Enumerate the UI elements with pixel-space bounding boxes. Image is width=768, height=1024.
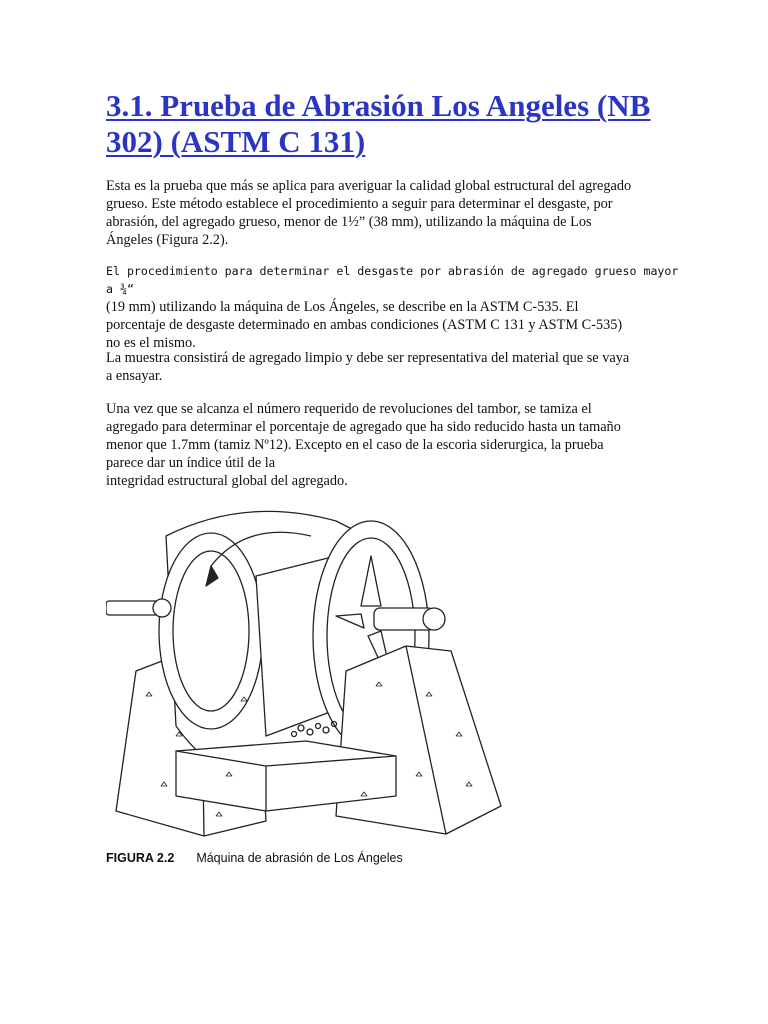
drum-left-end	[159, 533, 263, 729]
paragraph-1	[106, 177, 686, 249]
p3-line: a ensayar.	[106, 368, 163, 384]
paragraph-3	[106, 349, 686, 385]
figure-label: FIGURA 2.2	[106, 851, 175, 865]
right-support	[336, 646, 501, 834]
p2-line: (19 mm) utilizando la máquina de Los Ángeles, se describe en la ASTM C-535. El	[106, 299, 579, 315]
p3-line: La muestra consistirá de agregado limpio y debe ser representativa del material que se vaya	[106, 350, 630, 366]
p4-line: menor que 1.7mm (tamiz Nº12). Excepto en el caso de la escoria siderurgica, la prueba	[106, 437, 604, 453]
left-hub	[153, 599, 171, 617]
p1-line: Esta es la prueba que más se aplica para averiguar la calidad global estructural del agregado	[106, 178, 632, 194]
p2-line: El procedimiento para determinar el desgaste por abrasión de agregado grueso mayor a ¾“	[106, 264, 679, 296]
section-heading[interactable]	[106, 88, 686, 160]
heading-line-1: 3.1. Prueba de Abrasión Los Angeles (NB	[106, 88, 651, 123]
p1-line: abrasión, del agregado grueso, menor de 1½” (38 mm), utilizando la máquina de Los	[106, 214, 592, 230]
p4-line: Una vez que se alcanza el número requerido de revoluciones del tambor, se tamiza el	[106, 401, 592, 417]
p4-line: integridad estructural global del agregado.	[106, 473, 348, 489]
p1-line: grueso. Este método establece el procedimiento a seguir para determinar el desgaste, por	[106, 196, 613, 212]
los-angeles-machine-illustration	[106, 496, 546, 840]
paragraph-4	[106, 400, 686, 490]
p1-line: Ángeles (Figura 2.2).	[106, 232, 229, 248]
figure-caption	[106, 851, 403, 865]
p2-line: no es el mismo.	[106, 335, 196, 351]
right-hub	[423, 608, 445, 630]
paragraph-2	[106, 262, 686, 352]
p4-line: parece dar un índice útil de la	[106, 455, 276, 471]
p4-line: agregado para determinar el porcentaje de agregado que ha sido reducido hasta un tamaño	[106, 419, 621, 435]
document-page	[106, 88, 686, 865]
heading-link[interactable]	[106, 88, 650, 159]
figure-title: Máquina de abrasión de Los Ángeles	[196, 851, 403, 865]
heading-line-2: 302) (ASTM C 131)	[106, 124, 366, 159]
p2-line: porcentaje de desgaste determinado en ambas condiciones (ASTM C 131 y ASTM C-535)	[106, 317, 623, 333]
